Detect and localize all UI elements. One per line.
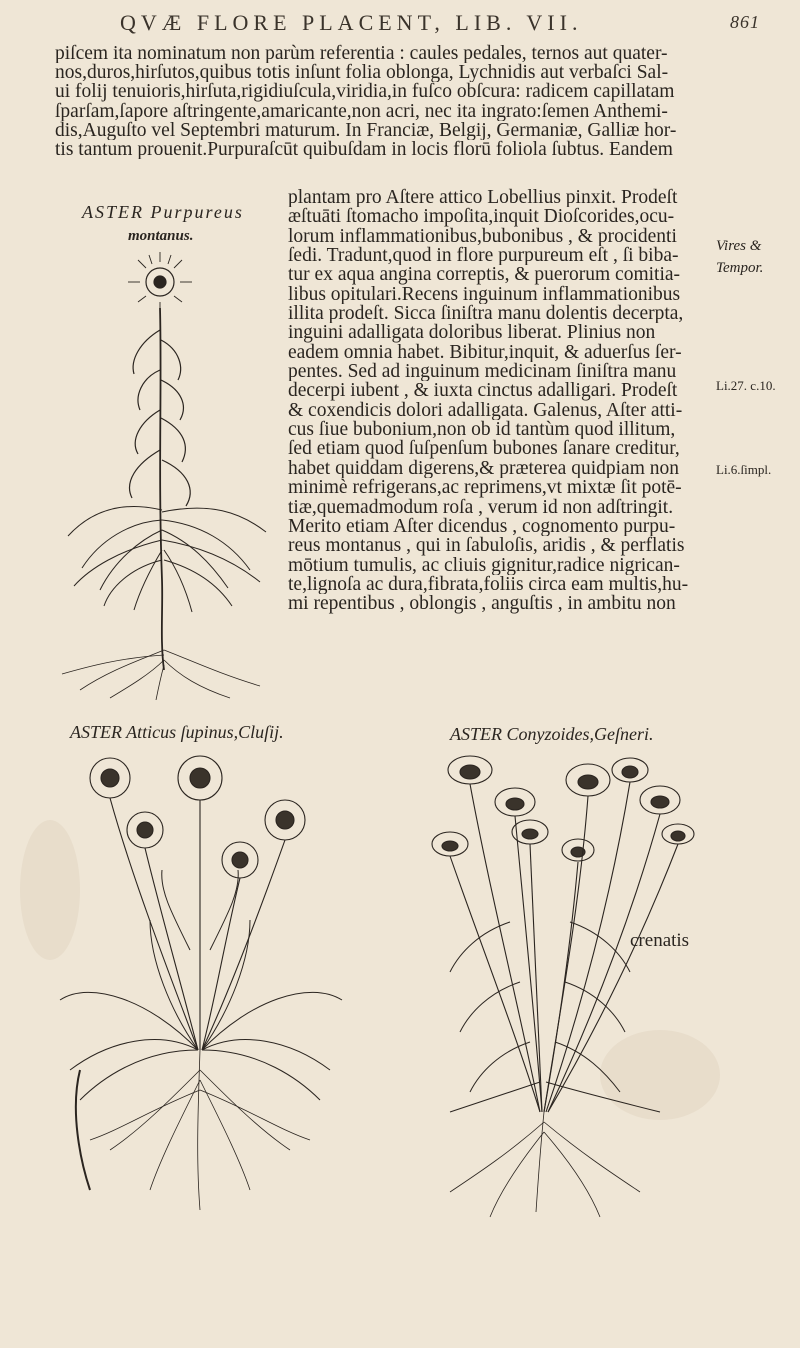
text-line: mōtium tumulis, ac cliuis gignitur,radice nigrican- (288, 555, 680, 575)
woodcut-aster-conyzoides (420, 752, 700, 1222)
text-line: libus opitulari.Recens inguinum inflammationibus (288, 284, 681, 305)
caption-aster-purpureus: ASTER Purpureus (82, 202, 244, 222)
text-line: æſtuāti ſtomacho impoſita,inquit Dioſcorides,ocu- (288, 207, 675, 227)
text-line: decerpi iubent , & iuxta cinctus adalligari. Prodeſt (288, 381, 678, 401)
text-line: tiæ,quemadmodum roſa , verum id non adſtringit. (288, 497, 674, 517)
text-line: ſparſam,ſapore aſtringente,amaricante,non acri, nec ita ingrato:ſemen Anthemi- (55, 101, 668, 121)
text-line: tur ex aqua angina correptis, & puerorum comitia- (288, 265, 681, 285)
text-line: dis,Auguſto vel Septembri maturum. In Franciæ, Belgij, Germaniæ, Galliæ hor- (55, 120, 677, 141)
page-number: 861 (730, 12, 760, 32)
text-line: eadem omnia habet. Bibitur,inquit, & aduerſus ſer- (288, 342, 682, 363)
full-width-text-block (55, 44, 715, 159)
caption-aster-purpureus-line2: montanus. (128, 228, 194, 244)
catchword: crenatis (630, 930, 690, 951)
margin-note-tempor: Tempor. (716, 260, 764, 276)
running-title: QVÆ FLORE PLACENT, LIB. VII. (120, 10, 583, 35)
caption-aster-atticus: ASTER Atticus ſupinus,Cluſij. (70, 722, 284, 742)
text-line: cus ſiue bubonium,non ob id tantùm quod illitum, (288, 420, 676, 440)
text-line: pentes. Sed ad inguinum medicinam ſiniſtra manu (288, 362, 677, 382)
text-line: plantam pro Aſtere attico Lobellius pinxit. Prodeſt (288, 188, 678, 208)
text-line: inguini adalligata doloribus liberat. Plinius non (288, 323, 656, 343)
right-column-text-block (288, 188, 713, 614)
text-line: piſcem ita nominatum non parùm referentia : caules pedales, ternos aut quater- (55, 44, 668, 64)
text-line: illita prodeſt. Sicca ſiniſtra manu dolentis decerpta, (288, 304, 684, 324)
text-line: ui folij tenuioris,hirſuta,rigidiuſcula,viridia,in fuſco obſcura: radicem capillatam (55, 82, 675, 102)
text-line: ſedi. Tradunt,quod in flore purpureum eſt , ſi biba- (288, 246, 679, 266)
woodcut-aster-purpureus (60, 250, 280, 700)
text-line: habet quiddam digerens,& præterea quidpiam non (288, 458, 679, 479)
text-line: te,lignoſa ac dura,fibrata,foliis circa eam multis,hu- (288, 574, 689, 595)
text-line: Merito etiam Aſter dicendus , cognomento purpu- (288, 516, 676, 537)
text-line: lorum inflammationibus,bubonibus , & procidenti (288, 226, 677, 247)
text-line: reus montanus , qui in ſabuloſis, aridis , & perflatis (288, 536, 685, 556)
text-line: tis tantum prouenit.Purpuraſcūt quibuſdam in locis florū foliola ſubtus. Eandem (55, 140, 673, 160)
text-line: & coxendicis dolori adalligata. Galenus, Aſter atti- (288, 400, 683, 421)
text-line: ſed etiam quod ſuſpenſum bubones ſanare creditur, (288, 439, 680, 459)
margin-note-li27: Li.27. c.10. (716, 378, 776, 393)
text-line: mi repentibus , oblongis , anguſtis , in ambitu non (288, 594, 676, 614)
running-header (120, 10, 760, 38)
woodcut-aster-atticus (50, 750, 350, 1220)
text-line: minimè refrigerans,ac reprimens,vt mixtæ ſit potē- (288, 478, 682, 498)
text-line: nos,duros,hirſutos,quibus totis inſunt folia oblonga, Lychnidis aut verbaſci Sal- (55, 63, 669, 83)
caption-aster-conyzoides: ASTER Conyzoides,Geſneri. (450, 724, 654, 744)
margin-note-li6: Li.6.ſimpl. (716, 462, 772, 477)
margin-note-vires: Vires & (716, 238, 762, 254)
